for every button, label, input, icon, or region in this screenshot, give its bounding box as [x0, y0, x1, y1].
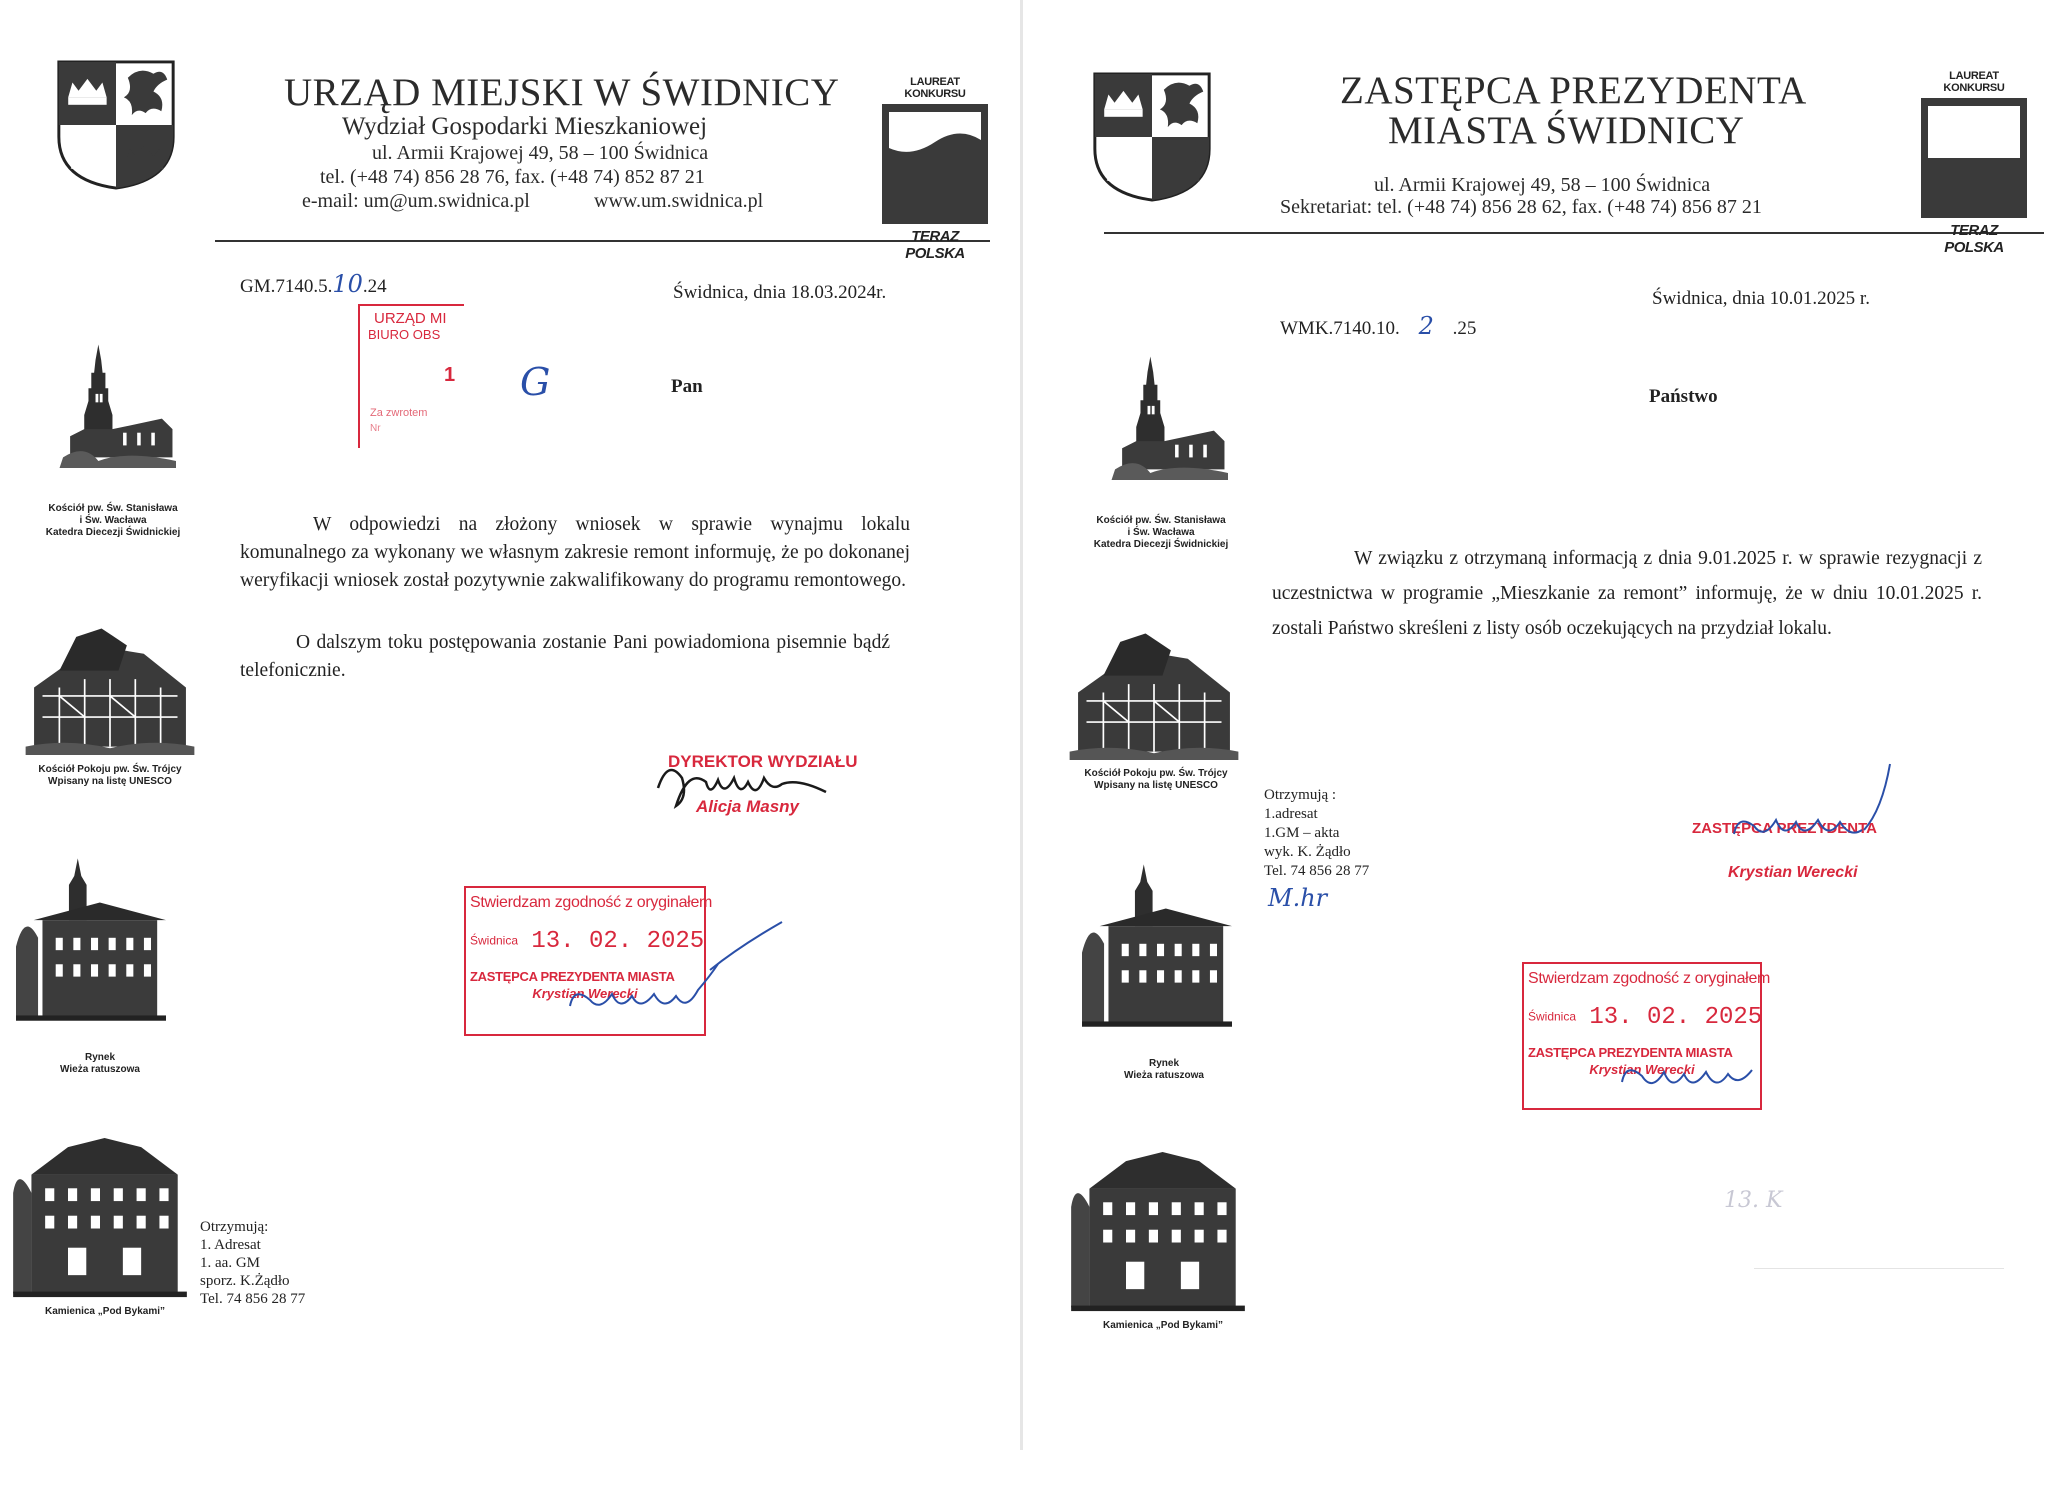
office-phone: tel. (+48 74) 856 28 76, fax. (+48 74) 852 87 21	[320, 166, 705, 188]
recipients-title: Otrzymują:	[200, 1219, 269, 1235]
certify-stamp-line1: Stwierdzam zgodność z oryginałem	[1528, 970, 1771, 987]
deputy-stamp-title: ZASTĘPCA PREZYDENTA	[1692, 820, 1878, 837]
caption-line: Kamienica „Pod Bykami”	[1102, 1320, 1224, 1331]
letter-right	[1024, 0, 2048, 1489]
recipients-block	[200, 1218, 305, 1308]
letter-date: Świdnica, dnia 18.03.2024r.	[673, 282, 887, 303]
certify-stamp-title: ZASTĘPCA PREZYDENTA MIASTA	[1528, 1045, 1733, 1060]
letter-date: Świdnica, dnia 10.01.2025 r.	[1652, 288, 1870, 309]
director-stamp-name: Alicja Masny	[696, 797, 799, 816]
laureat-top-label: LAUREAT KONKURSU	[904, 76, 966, 100]
caption-line: Wieża ratuszowa	[60, 1064, 140, 1075]
certify-stamp-name: Krystian Werecki	[1589, 1062, 1695, 1077]
recipients-block	[1264, 786, 1369, 881]
caption-line: Rynek	[1148, 1058, 1179, 1069]
recipient-item: Tel. 74 856 28 77	[200, 1291, 306, 1307]
received-stamp-line1: URZĄD MI	[374, 310, 447, 327]
certify-stamp-title: ZASTĘPCA PREZYDENTA MIASTA	[470, 969, 675, 984]
office-address: ul. Armii Krajowej 49, 58 – 100 Świdnica	[372, 142, 709, 164]
city-crest-icon	[1090, 70, 1214, 204]
laureat-bottom-label: TERAZ POLSKA	[905, 228, 965, 262]
certify-signature-icon	[560, 916, 790, 1036]
caption-line: Rynek	[84, 1052, 115, 1063]
caption-townhall	[30, 1052, 170, 1076]
kamienica-illustration	[10, 1138, 190, 1298]
reference-prefix: WMK.7140.10.	[1280, 318, 1400, 339]
caption-cathedral	[38, 503, 188, 539]
handwritten-initials: M.hr	[1268, 884, 1328, 912]
recipient-item: 1. aa. GM	[200, 1255, 260, 1271]
caption-line: Wpisany na listę UNESCO	[48, 776, 172, 787]
certify-stamp-line1: Stwierdzam zgodność z oryginałem	[470, 894, 713, 911]
reference-handwritten: 10	[332, 270, 363, 298]
reference-number	[240, 270, 387, 298]
reference-suffix: .25	[1452, 318, 1477, 339]
department-name: Wydział Gospodarki Mieszkaniowej	[342, 113, 708, 140]
caption-line: Kościół pw. Św. Stanisława	[48, 503, 178, 514]
caption-line: Wieża ratuszowa	[1124, 1070, 1204, 1081]
page-divider	[1020, 0, 1023, 1450]
received-stamp-line2: BIURO OBS	[368, 327, 441, 342]
recipient-item: Tel. 74 856 28 77	[1264, 863, 1370, 879]
received-stamp	[358, 304, 464, 448]
caption-line: i Św. Wacława	[1127, 527, 1195, 538]
faint-rule	[1754, 1268, 2004, 1269]
caption-church-of-peace	[30, 764, 190, 788]
caption-church-of-peace	[1076, 768, 1236, 792]
certify-stamp-date: 13. 02. 2025	[531, 928, 705, 955]
certify-stamp-city: Świdnica	[1528, 1009, 1577, 1024]
letter-left	[0, 0, 1020, 1489]
laureat-bottom-label: TERAZ POLSKA	[1944, 222, 2004, 256]
deputy-title-line2: MIASTA ŚWIDNICY	[1388, 109, 1745, 152]
caption-kamienica	[20, 1306, 190, 1318]
faint-mark: 13. K	[1724, 1188, 1783, 1213]
certify-stamp-name: Krystian Werecki	[532, 986, 638, 1001]
caption-cathedral	[1086, 515, 1236, 551]
handwritten-mark: G	[520, 360, 551, 404]
recipient-item: 1. Adresat	[200, 1237, 261, 1253]
letter-body-paragraph-2: O dalszym toku postępowania zostanie Pani powiadomiona pisemnie bądź telefonicznie.	[240, 632, 890, 681]
city-crest-icon	[54, 58, 178, 192]
reference-handwritten: 2	[1418, 312, 1434, 340]
addressee: Państwo	[1649, 386, 1718, 407]
certify-stamp-date-row	[1524, 988, 1763, 1031]
deputy-phone: Sekretariat: tel. (+48 74) 856 28 62, fax. (+48 74) 856 87 21	[1280, 196, 1762, 218]
reference-suffix: .24	[362, 276, 387, 297]
certify-stamp-city: Świdnica	[470, 933, 519, 948]
reference-number	[1280, 312, 1476, 340]
deputy-signature-icon	[1714, 760, 1904, 870]
received-stamp-number: 1	[444, 364, 456, 386]
reference-prefix: GM.7140.5.	[240, 276, 333, 297]
caption-townhall	[1094, 1058, 1234, 1082]
deputy-title-line1: ZASTĘPCA PREZYDENTA	[1340, 69, 1807, 112]
office-www: www.um.swidnica.pl	[594, 190, 764, 212]
teraz-polska-logo-icon	[1921, 98, 2027, 218]
kamienica-illustration	[1068, 1152, 1248, 1312]
teraz-polska-logo-icon	[882, 104, 988, 224]
letter-body-paragraph-1: W odpowiedzi na złożony wniosek w sprawie wynajmu lokalu komunalnego za wykonany we własnym zakresie remont informuję, że po dokonanej weryfikacji wniosek został pozytywnie zakwalifikowany do programu remontowego.	[240, 514, 910, 591]
recipients-title: Otrzymują :	[1264, 787, 1337, 803]
director-signature-icon	[648, 748, 838, 818]
deputy-address: ul. Armii Krajowej 49, 58 – 100 Świdnica	[1374, 174, 1711, 196]
laureat-badge	[1921, 70, 2027, 256]
townhall-illustration	[16, 850, 166, 1030]
cathedral-illustration	[56, 318, 176, 498]
townhall-illustration	[1082, 856, 1232, 1036]
certify-signature-icon	[1612, 1042, 1762, 1112]
office-email: e-mail: um@um.swidnica.pl	[302, 190, 530, 212]
office-title: URZĄD MIEJSKI W ŚWIDNICY	[284, 71, 840, 114]
received-stamp-line3: Za zwrotem	[370, 407, 428, 419]
recipient-item: 1.GM – akta	[1264, 825, 1340, 841]
cathedral-illustration	[1108, 330, 1228, 510]
recipient-item: wyk. K. Żądło	[1264, 844, 1351, 860]
deputy-stamp-name: Krystian Werecki	[1728, 864, 1858, 881]
caption-line: i Św. Wacława	[79, 515, 147, 526]
church-of-peace-illustration	[20, 620, 200, 755]
letter-body-paragraph-1: W związku z otrzymaną informacją z dnia 9.01.2025 r. w sprawie rezygnacji z uczestnictwa w programie „Mieszkanie za remont” informuję, że w dniu 10.01.2025 r. zostali Państwo skreśleni z listy osób oczekujących na przydział lokalu.	[1272, 548, 1982, 639]
header-rule	[215, 240, 990, 242]
caption-line: Kościół pw. Św. Stanisława	[1096, 515, 1226, 526]
received-stamp-line4: Nr	[370, 423, 381, 434]
caption-line: Katedra Diecezji Świdnickiej	[1093, 539, 1229, 550]
addressee: Pan	[671, 376, 703, 397]
caption-line: Katedra Diecezji Świdnickiej	[45, 527, 181, 538]
caption-line: Kamienica „Pod Bykami”	[44, 1306, 166, 1317]
caption-kamienica	[1078, 1320, 1248, 1332]
logo-wave-icon	[889, 112, 981, 164]
laureat-badge	[882, 76, 988, 262]
certify-stamp-date: 13. 02. 2025	[1589, 1004, 1763, 1031]
recipient-item: sporz. K.Żądło	[200, 1273, 290, 1289]
caption-line: Wpisany na listę UNESCO	[1094, 780, 1218, 791]
laureat-top-label: LAUREAT KONKURSU	[1943, 70, 2005, 94]
caption-line: Kościół Pokoju pw. Św. Trójcy	[38, 764, 182, 775]
header-rule	[1104, 232, 2044, 234]
logo-wave-icon	[1928, 106, 2020, 158]
caption-line: Kościół Pokoju pw. Św. Trójcy	[1084, 768, 1228, 779]
director-stamp-title: DYREKTOR WYDZIAŁU	[668, 752, 858, 771]
church-of-peace-illustration	[1064, 625, 1244, 760]
recipient-item: 1.adresat	[1264, 806, 1318, 822]
